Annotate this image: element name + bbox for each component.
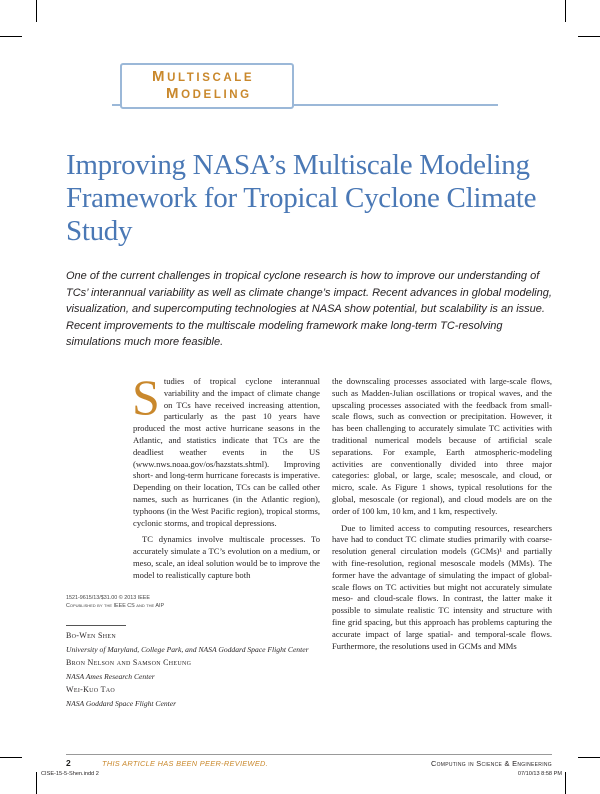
- crop-mark: [36, 772, 37, 794]
- drop-cap: S: [132, 369, 160, 425]
- author-name: Bron Nelson and Samson Cheung: [66, 658, 192, 667]
- crop-mark: [565, 772, 566, 794]
- crop-mark: [36, 0, 37, 22]
- section-label-line1: MULTISCALE: [152, 68, 255, 85]
- body-column-1: [132, 369, 320, 582]
- article-title: Improving NASA’s Multiscale Modeling Framework for Tropical Cyclone Climate Study: [66, 149, 537, 247]
- body-paragraph: TC dynamics involve multiscale processes. To accurately simulate a TC’s evolution on a medium, or meso, scale, an ideal solution would be to improve the model to realistically capture both: [133, 534, 320, 580]
- crop-mark: [0, 36, 22, 37]
- author-affiliation: NASA Ames Research Center: [66, 672, 155, 681]
- page-number: 2: [66, 758, 71, 768]
- crop-mark: [565, 0, 566, 22]
- section-label-line2: MODELING: [166, 85, 252, 102]
- author-name: Bo-Wen Shen: [66, 631, 116, 640]
- body-column-2: [332, 376, 552, 652]
- issn-line: 1521-9615/13/$31.00 © 2013 IEEE: [66, 595, 150, 601]
- journal-name: Computing in Science & Engineering: [430, 759, 552, 768]
- body-paragraph: Due to limited access to computing resources, researchers have had to conduct TC climate studies primarily with coarse-resolution general circulation models (GCMs)¹ and partially with fine-resolution, regional mesoscale models (MMs). The former have the advantage of simulating the impact of global-scale flows on TC activities but might not accurately simulate meso- and cloud-scale flows. In contrast, the latter make it possible to simulate realistic TC intensity and structure with fine grid spacing, but this approach has problems capturing the accurate impact of large spatial- and temporal-scale flows. Furthermore, the resolutions used in GCMs and MMs: [332, 522, 552, 651]
- author-affiliation: NASA Goddard Space Flight Center: [66, 699, 177, 708]
- author-name: Wei-Kuo Tao: [66, 685, 116, 694]
- body-paragraph: tudies of tropical cyclone interannual variability and the impact of climate change on TCs have received increasing attention, particularly as the past 10 years have produced the most active hurricane seasons in the Atlantic, and statistics indicate that TCs are the deadliest weather events in the US (www.nws.noaa.gov/os/hazstats.shtml). Improving short- and long-term hurricane forecasts is imperative. Depending on their location, TCs can be called other names, such as hurricanes (in the Atlantic region), typhoons (in the West Pacific region), tropical storms, cyclonic storms, and tropical depressions.: [133, 376, 320, 528]
- body-paragraph: the downscaling processes associated with large-scale flows, such as Madden-Julian oscillations or tropical waves, and the upscaling processes associated with the feedback from small-scale flows, such as convection or precipitation. However, it has been challenging to accurately simulate TC activities with traditional numerical models because of artificial scale separations. For example, Earth atmospheric-modeling activities are conventionally divided into three major categories: global, or large, scale; mesoscale, and cloud, or micro, scale. As Figure 1 shows, typical resolutions for the global, mesoscale (or regional), and cloud models are on the order of 100 km, 10 km, and 1 km, respectively.: [332, 376, 552, 516]
- crop-mark: [578, 36, 600, 37]
- peer-review-note: THIS ARTICLE HAS BEEN PEER-REVIEWED.: [102, 759, 269, 768]
- crop-mark: [578, 757, 600, 758]
- copublished-line: Copublished by the IEEE CS and the AIP: [66, 603, 165, 609]
- crop-mark: [0, 757, 22, 758]
- footer-rule: [66, 754, 552, 755]
- article-abstract: One of the current challenges in tropical cyclone research is how to improve our understanding of TCs’ interannual variability as well as climate change’s impact. Recent advances in global modeling, visualization, and supercomputing technologies at NASA show potential, but scalability is an issue. Recent improvements to the multiscale modeling framework make long-term TC-resolving simulations much more feasible.: [66, 270, 552, 348]
- divider: [66, 625, 126, 626]
- print-slug-file: CISE-15-5-Shen.indd 2: [41, 771, 99, 777]
- print-slug-timestamp: 07/10/13 8:58 PM: [517, 771, 562, 777]
- author-affiliation: University of Maryland, College Park, and NASA Goddard Space Flight Center: [66, 645, 309, 654]
